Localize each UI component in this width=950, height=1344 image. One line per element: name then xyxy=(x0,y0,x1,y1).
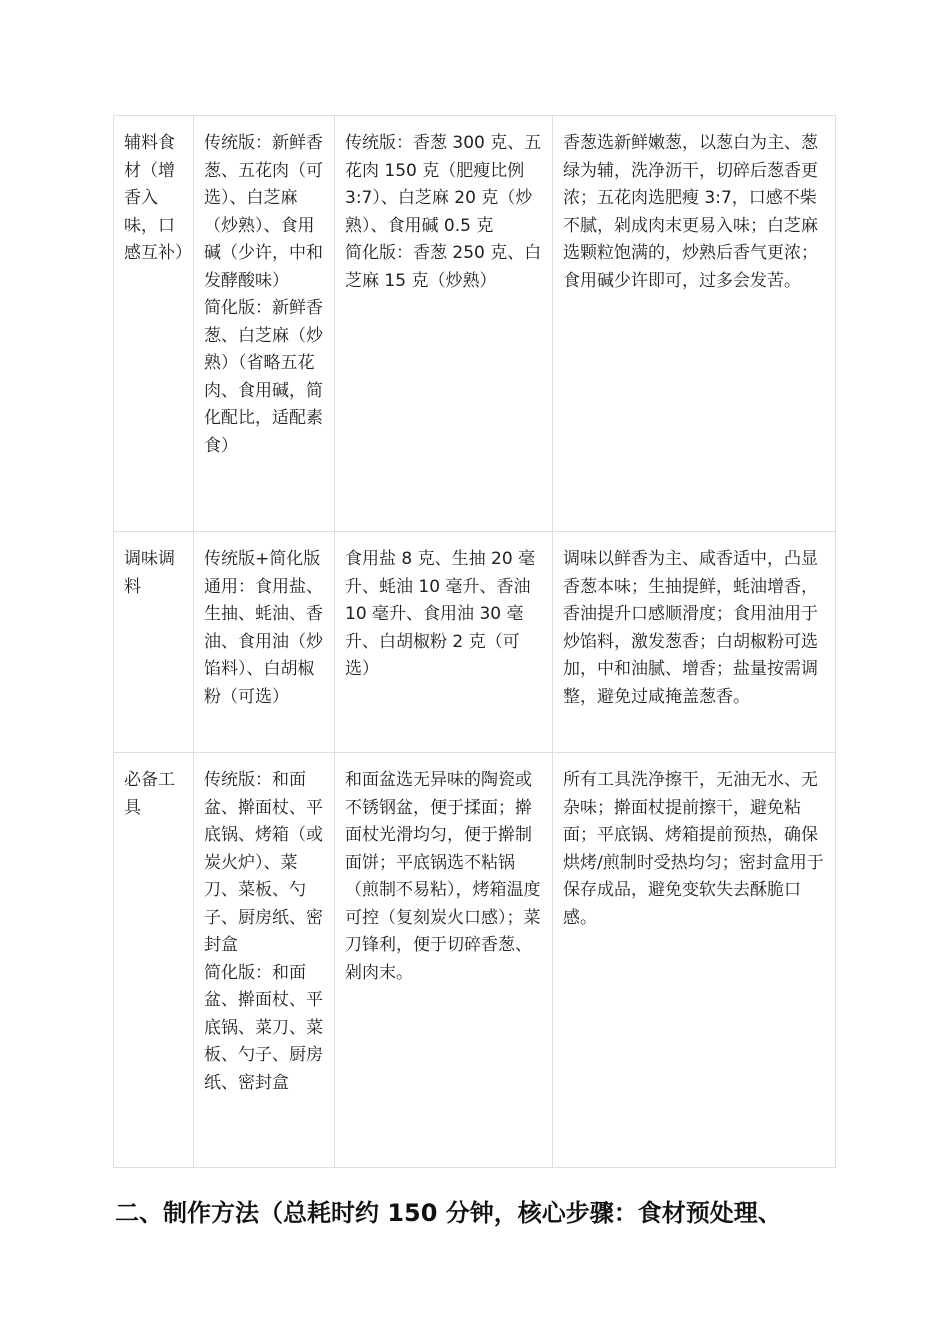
versions-cell: 传统版：新鲜香葱、五花肉（可选）、白芝麻（炒熟）、食用碱（少许，中和发酵酸味） 简化版：新鲜香葱、白芝麻（炒熟）（省略五花肉、食用碱，简化配比，适配素食） xyxy=(194,116,335,532)
quantities-cell: 和面盆选无异味的陶瓷或不锈钢盆，便于揉面；擀面杖光滑均匀，便于擀制面饼；平底锅选不粘锅（煎制不易粘），烤箱温度可控（复刻炭火口感）；菜刀锋利，便于切碎香葱、剁肉末。 xyxy=(335,753,553,1168)
section-heading: 二、制作方法（总耗时约 150 分钟，核心步骤：食材预处理、 xyxy=(115,1199,782,1227)
category-cell: 调味调料 xyxy=(114,532,194,753)
category-cell: 辅料食材（增香入味，口感互补） xyxy=(114,116,194,532)
quantities-cell: 传统版：香葱 300 克、五花肉 150 克（肥瘦比例 3:7）、白芝麻 20 克（炒熟）、食用碱 0.5 克 简化版：香葱 250 克、白芝麻 15 克（炒熟） xyxy=(335,116,553,532)
table-row xyxy=(114,532,836,753)
table-row xyxy=(114,753,836,1168)
versions-cell: 传统版+简化版通用：食用盐、生抽、蚝油、香油、食用油（炒馅料）、白胡椒粉（可选） xyxy=(194,532,335,753)
quantities-cell: 食用盐 8 克、生抽 20 毫升、蚝油 10 毫升、香油 10 毫升、食用油 30 毫升、白胡椒粉 2 克（可选） xyxy=(335,532,553,753)
notes-cell: 香葱选新鲜嫩葱，以葱白为主、葱绿为辅，洗净沥干，切碎后葱香更浓；五花肉选肥瘦 3:7，口感不柴不腻，剁成肉末更易入味；白芝麻选颗粒饱满的，炒熟后香气更浓；食用碱少许即可，过多会发苦。 xyxy=(553,116,836,532)
table-row xyxy=(114,116,836,532)
notes-cell: 所有工具洗净擦干，无油无水、无杂味；擀面杖提前擦干，避免粘面；平底锅、烤箱提前预热，确保烘烤/煎制时受热均匀；密封盒用于保存成品，避免变软失去酥脆口感。 xyxy=(553,753,836,1168)
ingredients-table xyxy=(113,115,836,1168)
versions-cell: 传统版：和面盆、擀面杖、平底锅、烤箱（或炭火炉）、菜刀、菜板、勺子、厨房纸、密封盒 简化版：和面盆、擀面杖、平底锅、菜刀、菜板、勺子、厨房纸、密封盒 xyxy=(194,753,335,1168)
category-cell: 必备工具 xyxy=(114,753,194,1168)
notes-cell: 调味以鲜香为主、咸香适中，凸显香葱本味；生抽提鲜，蚝油增香，香油提升口感顺滑度；食用油用于炒馅料，激发葱香；白胡椒粉可选加，中和油腻、增香；盐量按需调整，避免过咸掩盖葱香。 xyxy=(553,532,836,753)
